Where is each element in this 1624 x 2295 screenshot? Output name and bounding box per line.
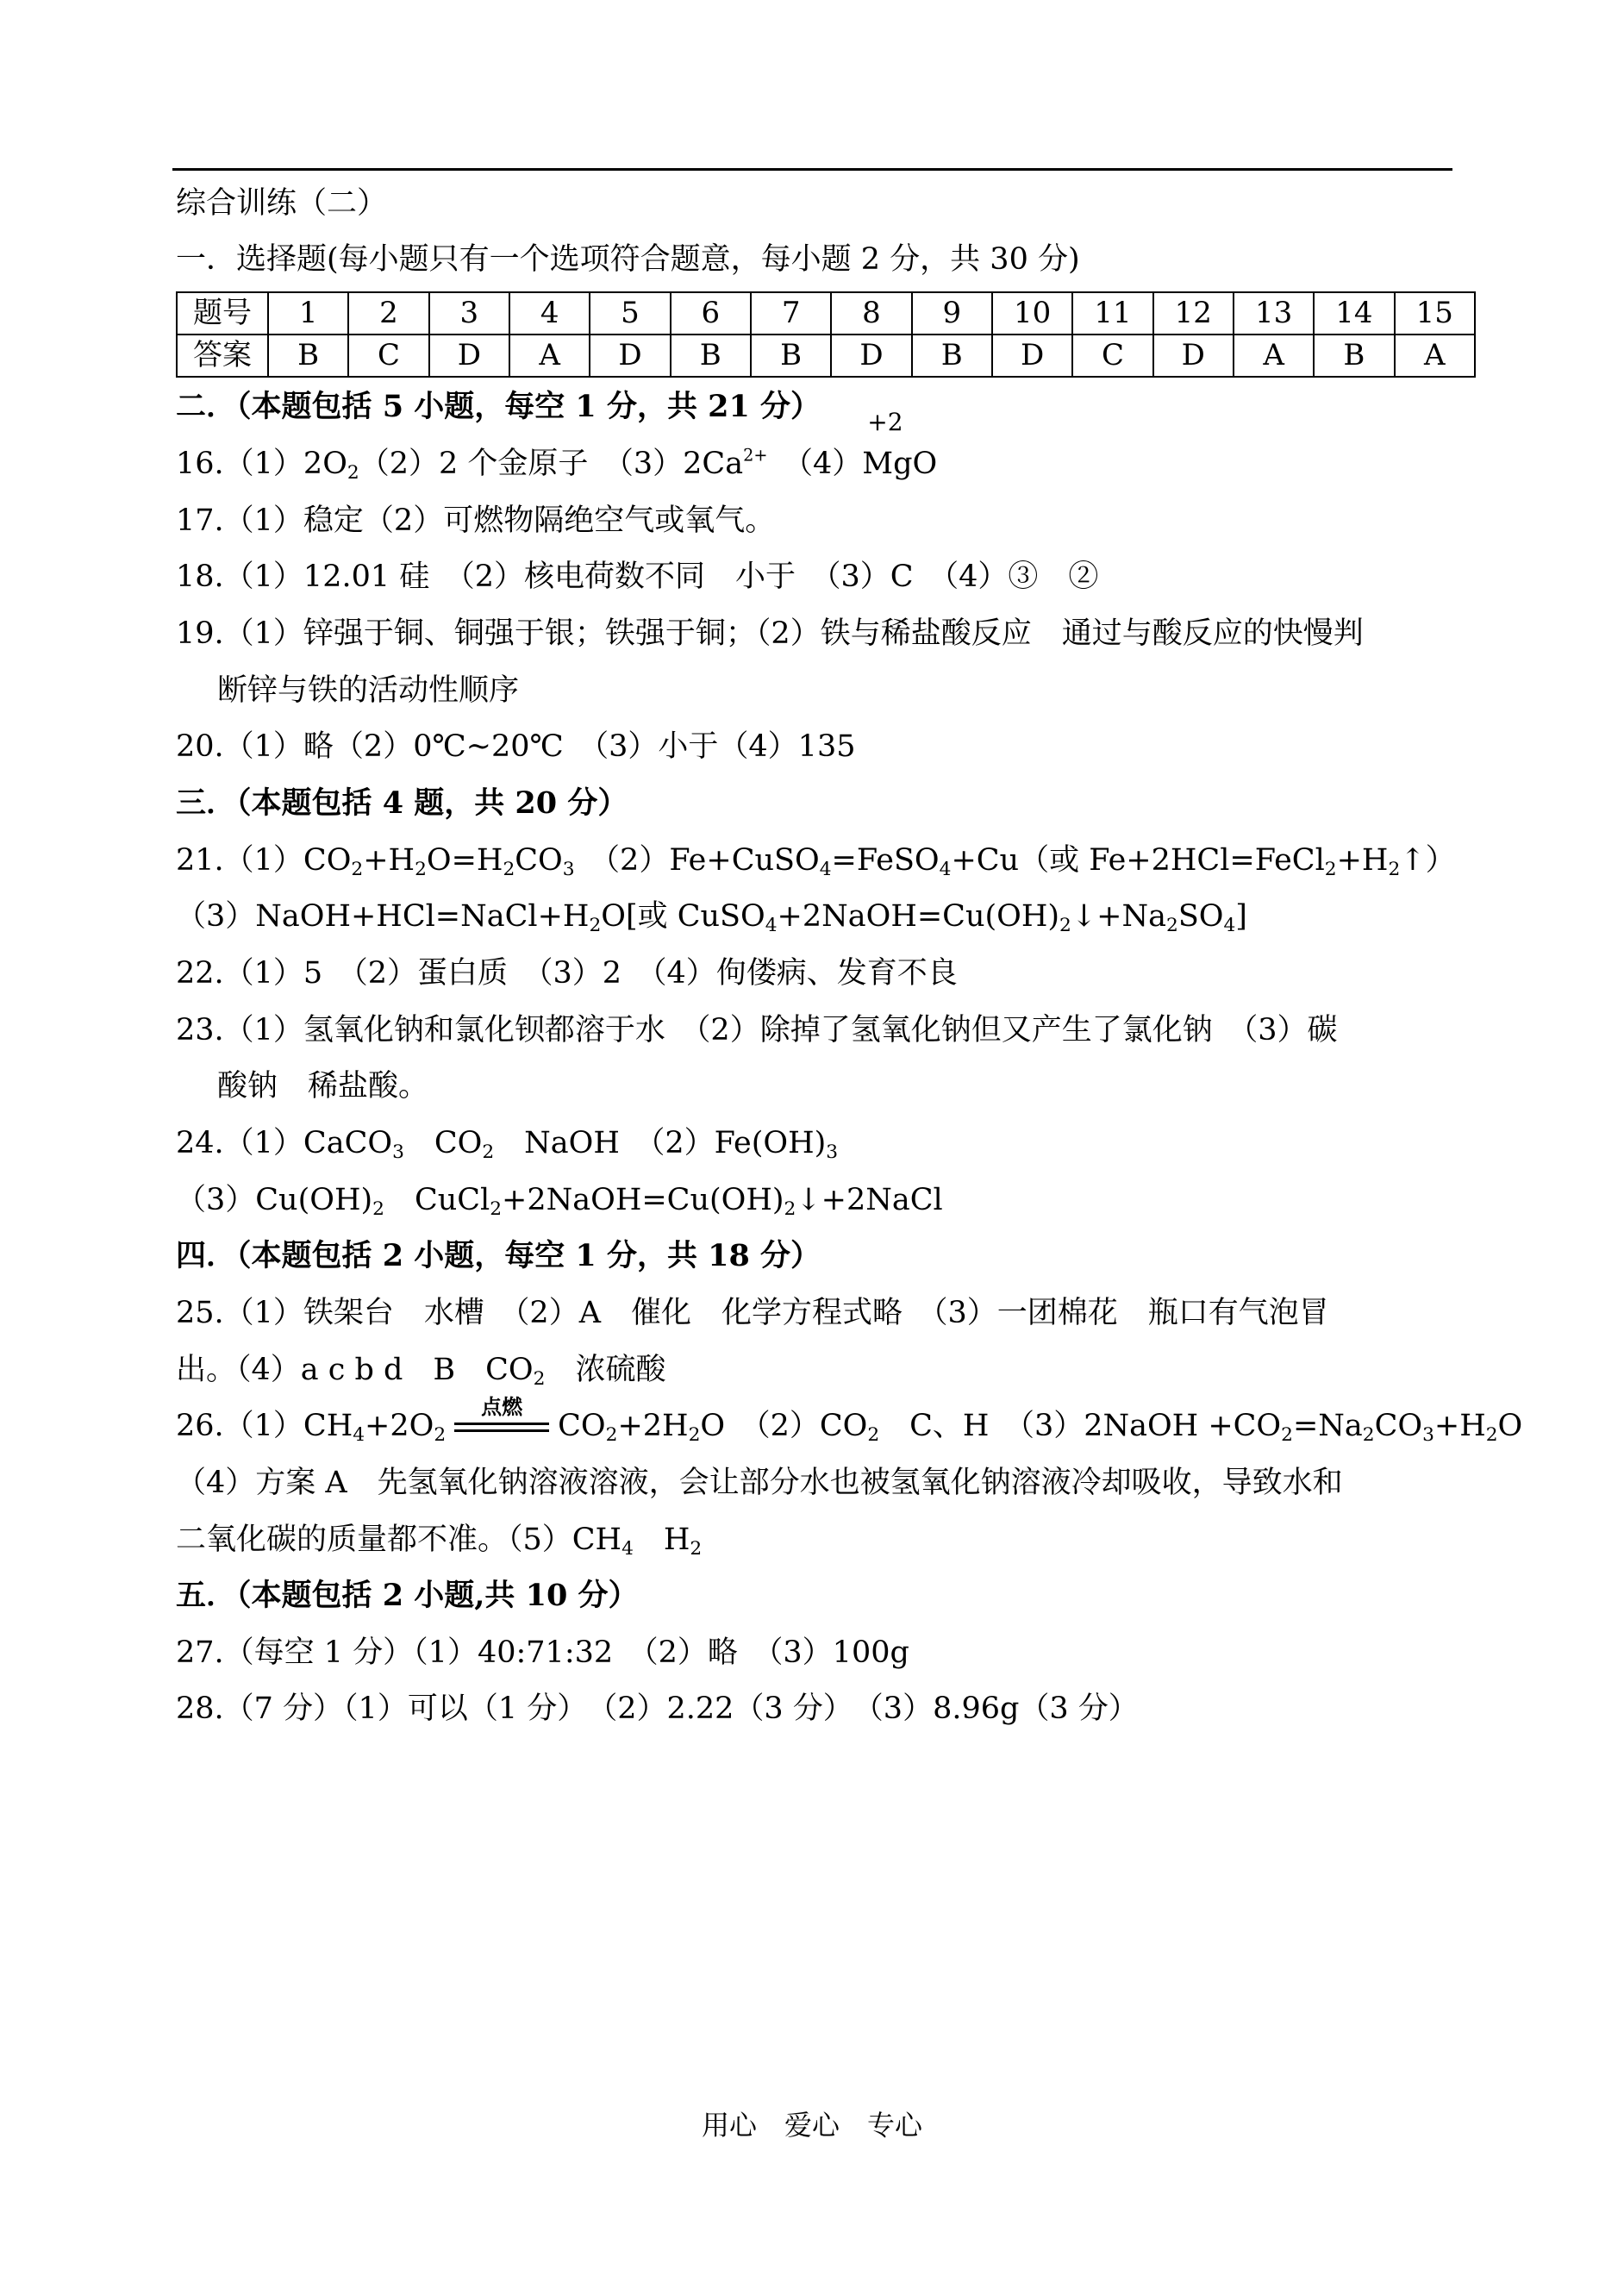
answer-cell: D — [992, 335, 1072, 377]
answer-row — [177, 335, 1475, 377]
answer-16: $16.(1)2O_2(2)2$ 个金原子 $(3)2Ca^{2+}$ （4） +2 MgO — [176, 408, 938, 485]
question-number-cell: 14 — [1314, 292, 1394, 335]
question-number-row — [177, 292, 1475, 335]
answer-17: 17.（1）稳定（2）可燃物隔绝空气或氧气。 — [176, 503, 776, 538]
answer-28: 28.（7 分）（1）可以（1 分） （2）2.22（3 分） （3）8.96g（3 分） — [176, 1692, 1139, 1726]
answer-20: 20.（1）略（2）0℃~20℃ （3）小于（4）135 — [176, 729, 856, 764]
answer-24-line2: $(3)Cu(OH)_2$ $CuCl_2+2NaOH=Cu(OH)_2↓+2NaCl$ — [176, 1183, 943, 1221]
question-number-cell: 3 — [429, 292, 509, 335]
answer-cell: A — [1395, 335, 1475, 377]
answer-cell: C — [348, 335, 428, 377]
question-number-cell: 5 — [590, 292, 670, 335]
question-number-cell: 12 — [1153, 292, 1234, 335]
question-number-cell: 10 — [992, 292, 1072, 335]
question-number-cell: 2 — [348, 292, 428, 335]
oxidation-state: +2 MgO — [862, 408, 938, 481]
page-title: 综合训练（二） — [176, 186, 388, 221]
section2-heading: 二．（本题包括 5 小题，每空 1 分，共 21 分） — [176, 389, 821, 424]
answer-cell: B — [912, 335, 992, 377]
answer-cell: A — [1234, 335, 1314, 377]
row-label: 题号 — [177, 292, 268, 335]
answer-cell: D — [590, 335, 670, 377]
answer-table — [176, 291, 1476, 378]
answer-19-line2: 断锌与铁的活动性顺序 — [217, 673, 520, 708]
question-number-cell: 15 — [1395, 292, 1475, 335]
answer-cell: B — [751, 335, 831, 377]
question-number-cell: 7 — [751, 292, 831, 335]
question-number-cell: 4 — [509, 292, 590, 335]
header-rule — [172, 168, 1452, 171]
answer-cell: C — [1072, 335, 1152, 377]
answer-22: 22.（1）5 （2）蛋白质 （3）2 （4）佝偻病、发育不良 — [176, 956, 958, 991]
answer-24-line1: 24.（1）CaCO$_3$ $CO_2$ NaOH $(2)Fe(OH)_3$ — [176, 1126, 839, 1164]
question-number-cell: 6 — [671, 292, 751, 335]
answer-21-line2: $(3)NaOH+HCl=NaCl+H_2O$[或 $CuSO_4+2NaOH=Cu(OH)_2↓+Na_2SO_4$] — [176, 899, 1247, 937]
answer-cell: D — [429, 335, 509, 377]
question-number-cell: 8 — [831, 292, 911, 335]
answer-cell: B — [671, 335, 751, 377]
question-number-cell: 9 — [912, 292, 992, 335]
answer-cell: B — [1314, 335, 1394, 377]
answer-26-line1: $26.(1)CH_4+2O_2$ 点燃 $CO_2+2H_2O$ $(2)CO_2$ C、H （3）2NaOH $+CO_2=Na_2CO_3+H_2O$ — [176, 1393, 1523, 1447]
row-label: 答案 — [177, 335, 268, 377]
section4-heading: 四．（本题包括 2 小题，每空 1 分，共 18 分） — [176, 1238, 821, 1273]
answer-23-line2: 酸钠 稀盐酸。 — [217, 1069, 429, 1104]
section3-heading: 三．（本题包括 4 题，共 20 分） — [176, 785, 628, 821]
question-number-cell: 1 — [268, 292, 348, 335]
page-footer: 用心 爱心 专心 — [701, 2109, 922, 2142]
question-number-cell: 13 — [1234, 292, 1314, 335]
answer-cell: A — [509, 335, 590, 377]
answer-cell: D — [831, 335, 911, 377]
answer-19-line1: 19.（1）锌强于铜、铜强于银；铁强于铜；（2）铁与稀盐酸反应 通过与酸反应的快慢判 — [176, 616, 1364, 651]
reaction-condition: 点燃 — [454, 1415, 549, 1441]
answer-27: 27.（每空 1 分）（1）40:71:32 （2）略 （3）100g — [176, 1635, 909, 1670]
answer-cell: B — [268, 335, 348, 377]
answer-21-line1: $21.(1)CO_2+H_2O=H_2CO_3$ （2）Fe+CuSO$_4$=FeSO$_4$+Cu（或 $Fe+2HCl=FeCl_2+H_2↑$） — [176, 843, 1456, 881]
answer-18: 18.（1）12.01 硅 （2）核电荷数不同 小于 （3）C （4）③ ② — [176, 560, 1099, 594]
answer-26-line3: 二氧化碳的质量都不准。$(5)CH_4$ $H_2$ — [176, 1523, 703, 1560]
answer-23-line1: 23.（1）氢氧化钠和氯化钡都溶于水 （2）除掉了氢氧化钠但又产生了氯化钠 （3）碳 — [176, 1013, 1338, 1047]
answer-26-line2: （4）方案 A 先氢氧化钠溶液溶液，会让部分水也被氢氧化钠溶液冷却吸收，导致水和 — [176, 1466, 1343, 1500]
question-number-cell: 11 — [1072, 292, 1152, 335]
answer-25-line2: 出。（4）a c b d B $CO_2$ 浓硫酸 — [176, 1353, 666, 1391]
answer-cell: D — [1153, 335, 1234, 377]
section1-heading: 一．选择题(每小题只有一个选项符合题意，每小题 2 分，共 30 分) — [176, 242, 1080, 277]
answer-25-line1: 25.（1）铁架台 水槽 （2）A 催化 化学方程式略 （3）一团棉花 瓶口有气泡冒 — [176, 1296, 1329, 1330]
section5-heading: 五．（本题包括 2 小题,共 10 分） — [176, 1578, 639, 1613]
